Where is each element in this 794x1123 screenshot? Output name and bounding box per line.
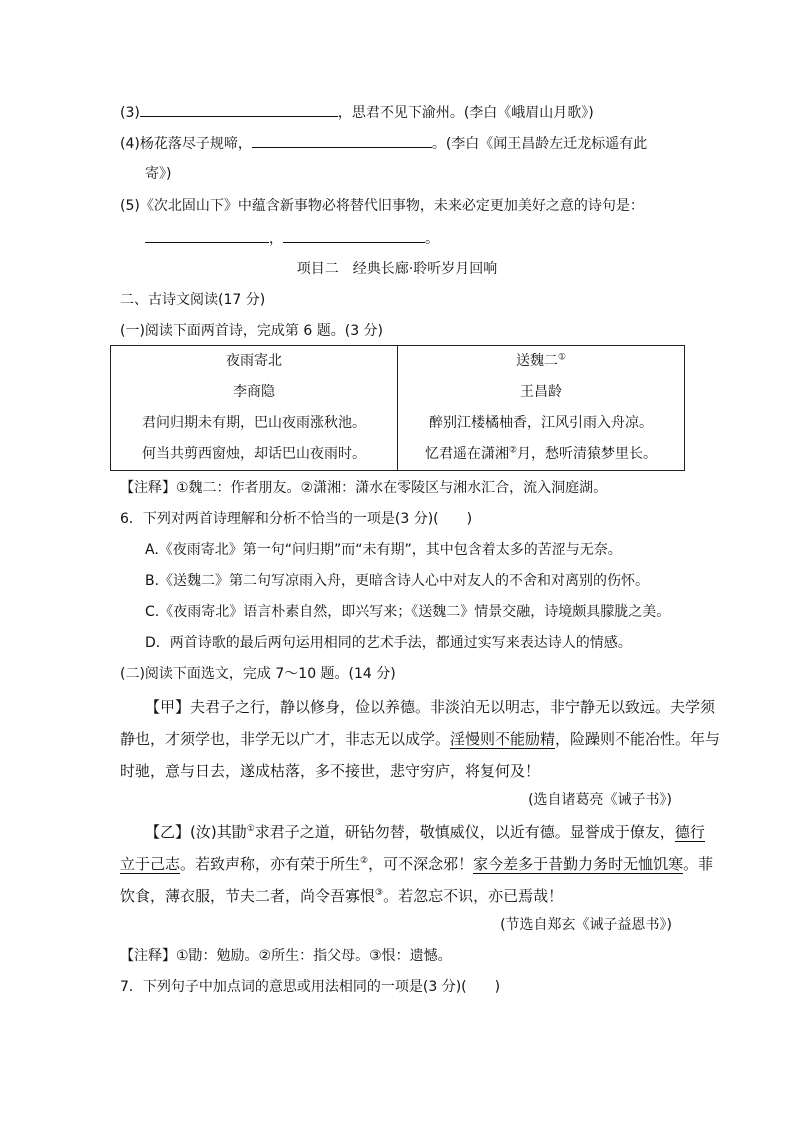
end-mark: 。 bbox=[425, 231, 439, 247]
question-5-blanks bbox=[145, 228, 439, 249]
text-span: 。若忽忘不识，亦已焉哉！ bbox=[383, 887, 564, 905]
passage-yi-line bbox=[120, 854, 713, 874]
poem-line bbox=[398, 439, 684, 470]
option-b: B.《送魏二》第二句写凉雨入舟，更暗含诗人心中对友人的不舍和对离别的伤怀。 bbox=[145, 573, 650, 589]
poem-line: 何当共剪西窗烛，却话巴山夜雨时。 bbox=[142, 446, 366, 462]
project-title: 项目二 经典长廊·聆听岁月回响 bbox=[296, 261, 498, 277]
poem-line-part: 忆君遥在潇湘 bbox=[424, 446, 509, 462]
passage-jia-line: 时驰，意与日去，遂成枯落，多不接世，悲守穷庐，将复何及！ bbox=[120, 762, 541, 780]
poem-title: 夜雨寄北 bbox=[226, 353, 282, 369]
poems-table bbox=[110, 345, 685, 471]
poem-title bbox=[398, 346, 684, 377]
poem-notes: 【注释】①魏二：作者朋友。②潇湘：潇水在零陵区与湘水汇合，流入洞庭湖。 bbox=[120, 480, 608, 496]
question-6-stem: 6．下列对两首诗理解和分析不恰当的一项是(3 分)( ) bbox=[120, 511, 473, 527]
poem-author: 李商隐 bbox=[233, 384, 275, 400]
text-span: ，险躁则不能冶性。年与 bbox=[555, 730, 721, 748]
question-3-number: (3) bbox=[120, 105, 140, 121]
passage-yi-line bbox=[145, 822, 705, 842]
question-3-text: ，思君不见下渝州。(李白《峨眉山月歌》) bbox=[337, 105, 594, 121]
part2-intro: (二)阅读下面选文，完成 7～10 题。(14 分) bbox=[120, 666, 396, 682]
passage-jia-source: (选自诸葛亮《诫子书》) bbox=[528, 792, 672, 808]
text-span: 饮食，薄衣服，节夫二者，尚令吾寡恨 bbox=[120, 887, 376, 905]
underlined-phrase: 立于己志 bbox=[120, 855, 181, 873]
passage-jia-line bbox=[120, 729, 720, 749]
answer-blank[interactable] bbox=[145, 228, 269, 243]
underlined-phrase: 淫慢则不能励精 bbox=[450, 730, 556, 748]
question-4 bbox=[120, 133, 647, 154]
poem-line: 君问归期未有期，巴山夜雨涨秋池。 bbox=[142, 415, 366, 431]
underlined-phrase: 家今差多于昔勤力务时无恤饥寒 bbox=[473, 855, 684, 873]
answer-blank[interactable] bbox=[140, 102, 338, 117]
poem-author: 王昌龄 bbox=[520, 384, 562, 400]
note-marker: ① bbox=[246, 824, 255, 834]
note-marker: ③ bbox=[375, 888, 384, 898]
text-span: 求君子之道，研钻勿替，敬慎威仪，以近有德。显誉成于僚友， bbox=[254, 823, 675, 841]
text-span: ，可不深念邪！ bbox=[368, 855, 474, 873]
text-span: 静也，才须学也，非学无以广才，非志无以成学。 bbox=[120, 730, 451, 748]
underlined-phrase: 德行 bbox=[674, 823, 705, 841]
poem-left bbox=[111, 346, 398, 471]
question-4-continuation: 寄》) bbox=[145, 166, 172, 182]
separator: ， bbox=[269, 231, 283, 247]
passage-notes: 【注释】①勖：勉励。②所生：指父母。③恨：遗憾。 bbox=[120, 948, 452, 964]
text-span: 【乙】(汝)其勖 bbox=[145, 823, 247, 841]
section-heading: 二、古诗文阅读(17 分) bbox=[120, 292, 266, 308]
part1-intro: (一)阅读下面两首诗，完成第 6 题。(3 分) bbox=[120, 323, 384, 339]
text-span: 。若致声称，亦有荣于所生 bbox=[180, 855, 361, 873]
answer-blank[interactable] bbox=[252, 133, 432, 148]
answer-blank[interactable] bbox=[283, 228, 425, 243]
question-5-text: (5)《次北固山下》中蕴含新事物必将替代旧事物，未来必定更加美好之意的诗句是： bbox=[120, 198, 644, 214]
poem-line: 醉别江楼橘柚香，江风引雨入舟凉。 bbox=[429, 415, 653, 431]
option-d: D．两首诗歌的最后两句运用相同的艺术手法，都通过实写来表达诗人的情感。 bbox=[145, 635, 632, 651]
question-3 bbox=[120, 102, 594, 123]
text-span: 。菲 bbox=[683, 855, 714, 873]
poem-title-text: 送魏二 bbox=[515, 353, 558, 369]
question-4-source: 。(李白《闻王昌龄左迁龙标遥有此 bbox=[431, 136, 648, 152]
passage-yi-source: (节选自郑玄《诫子益恩书》) bbox=[500, 917, 672, 933]
poem-right bbox=[398, 346, 685, 471]
note-marker: ② bbox=[508, 445, 518, 456]
passage-jia-line: 【甲】夫君子之行，静以修身，俭以养德。非淡泊无以明志，非宁静无以致远。夫学须 bbox=[145, 698, 716, 716]
note-marker: ① bbox=[557, 352, 567, 363]
poem-line-part: 月，愁听清猿梦里长。 bbox=[517, 446, 658, 462]
passage-yi-line bbox=[120, 886, 563, 906]
option-c: C.《夜雨寄北》语言朴素自然，即兴写来；《送魏二》情景交融，诗境颇具朦胧之美。 bbox=[145, 604, 671, 620]
question-4-text: (4)杨花落尽子规啼， bbox=[120, 136, 252, 152]
option-a: A.《夜雨寄北》第一句“问归期”而“未有期”，其中包含着太多的苦涩与无奈。 bbox=[145, 542, 622, 558]
note-marker: ② bbox=[360, 856, 369, 866]
question-7-stem: 7．下列句子中加点词的意思或用法相同的一项是(3 分)( ) bbox=[120, 979, 501, 995]
